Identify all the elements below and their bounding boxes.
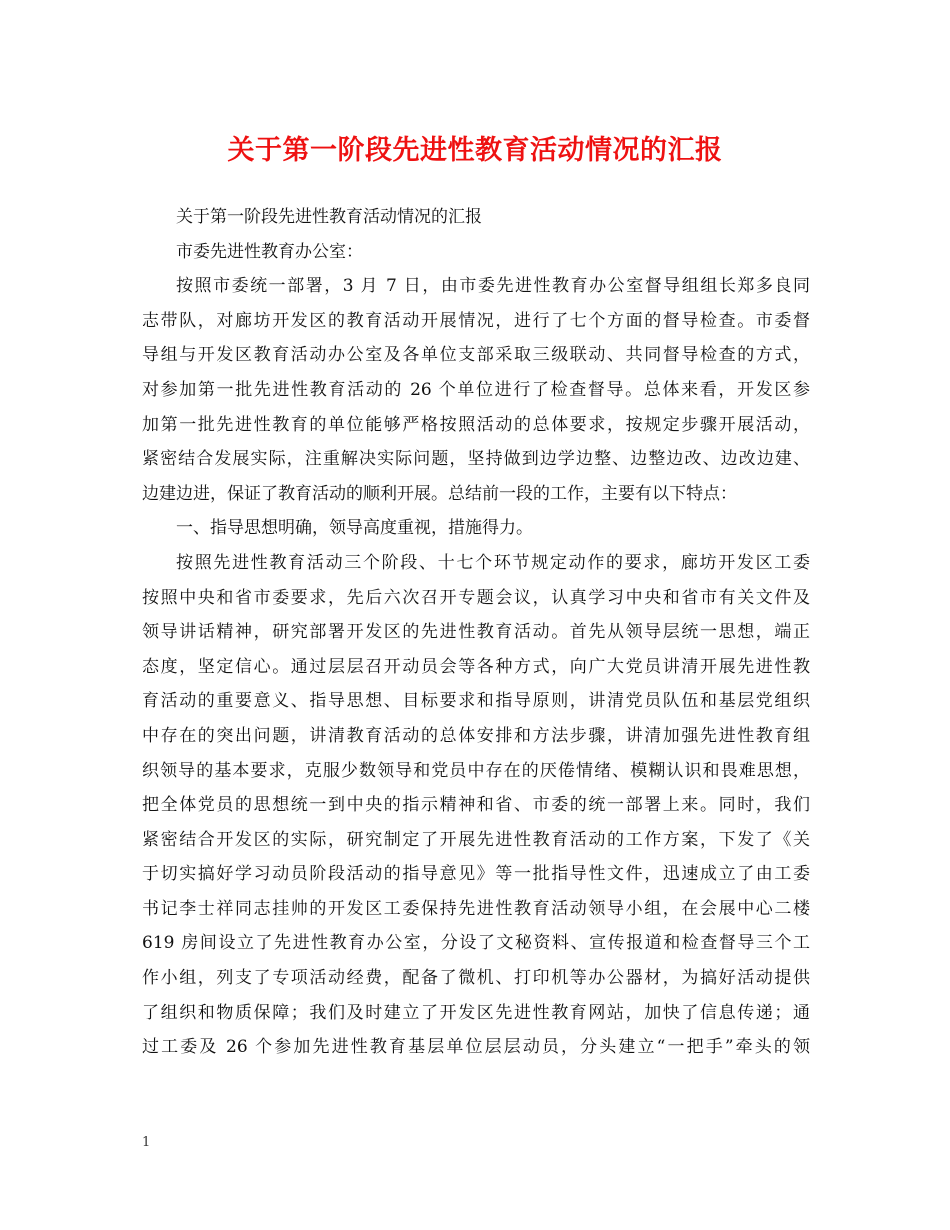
body-line: 按照先进性教育活动三个阶段、十七个环节规定动作的要求，廊坊开发区工委 bbox=[176, 552, 810, 573]
body-line: 紧密结合发展实际，注重解决实际问题，坚持做到边学边整、边整边改、边改边建、 bbox=[142, 449, 810, 470]
body-line: 过工委及 26 个参加先进性教育基层单位层层动员，分头建立“一把手”牵头的领 bbox=[142, 1037, 810, 1058]
body-line: 育活动的重要意义、指导思想、目标要求和指导原则，讲清党员队伍和基层党组织 bbox=[142, 691, 810, 712]
body-line: 边建边进，保证了教育活动的顺利开展。总结前一段的工作，主要有以下特点： bbox=[142, 483, 737, 504]
body-line: 619 房间设立了先进性教育办公室，分设了文秘资料、宣传报道和检查督导三个工 bbox=[142, 933, 810, 954]
body-line: 织领导的基本要求，克服少数领导和党员中存在的厌倦情绪、模糊认识和畏难思想， bbox=[142, 760, 810, 781]
body-line: 按照市委统一部署，3 月 7 日，由市委先进性教育办公室督导组组长郑多良同 bbox=[176, 276, 810, 297]
body-line: 于切实搞好学习动员阶段活动的指导意见》等一批指导性文件，迅速成立了由工委 bbox=[142, 864, 810, 885]
body-line-heading: 关于第一阶段先进性教育活动情况的汇报 bbox=[176, 207, 482, 227]
page-number: 1 bbox=[142, 1135, 151, 1150]
document-title: 关于第一阶段先进性教育活动情况的汇报 bbox=[227, 135, 723, 166]
body-line: 志带队，对廊坊开发区的教育活动开展情况，进行了七个方面的督导检查。市委督 bbox=[142, 310, 810, 331]
body-line-addressee: 市委先进性教育办公室： bbox=[176, 241, 363, 262]
body-line: 对参加第一批先进性教育活动的 26 个单位进行了检查督导。总体来看，开发区参 bbox=[142, 379, 810, 400]
body-line: 把全体党员的思想统一到中央的指示精神和省、市委的统一部署上来。同时，我们 bbox=[142, 795, 810, 816]
body-line: 作小组，列支了专项活动经费，配备了微机、打印机等办公器材，为搞好活动提供 bbox=[142, 968, 810, 989]
body-line: 书记李士祥同志挂帅的开发区工委保持先进性教育活动领导小组，在会展中心二楼 bbox=[142, 898, 810, 919]
body-line: 紧密结合开发区的实际，研究制定了开展先进性教育活动的工作方案，下发了《关 bbox=[142, 829, 810, 850]
body-line: 导组与开发区教育活动办公室及各单位支部采取三级联动、共同督导检查的方式， bbox=[142, 345, 810, 366]
body-line: 按照中央和省市委要求，先后六次召开专题会议，认真学习中央和省市有关文件及 bbox=[142, 587, 810, 608]
body-line: 领导讲话精神，研究部署开发区的先进性教育活动。首先从领导层统一思想，端正 bbox=[142, 622, 810, 643]
body-line: 加第一批先进性教育的单位能够严格按照活动的总体要求，按规定步骤开展活动， bbox=[142, 414, 810, 435]
body-line: 了组织和物质保障；我们及时建立了开发区先进性教育网站，加快了信息传递；通 bbox=[142, 1002, 810, 1023]
document-body bbox=[142, 200, 810, 1065]
body-line: 中存在的突出问题，讲清教育活动的总体安排和方法步骤，讲清加强先进性教育组 bbox=[142, 725, 810, 746]
section-heading: 一、指导思想明确，领导高度重视，措施得力。 bbox=[176, 518, 533, 539]
body-line: 态度，坚定信心。通过层层召开动员会等各种方式，向广大党员讲清开展先进性教 bbox=[142, 656, 810, 677]
